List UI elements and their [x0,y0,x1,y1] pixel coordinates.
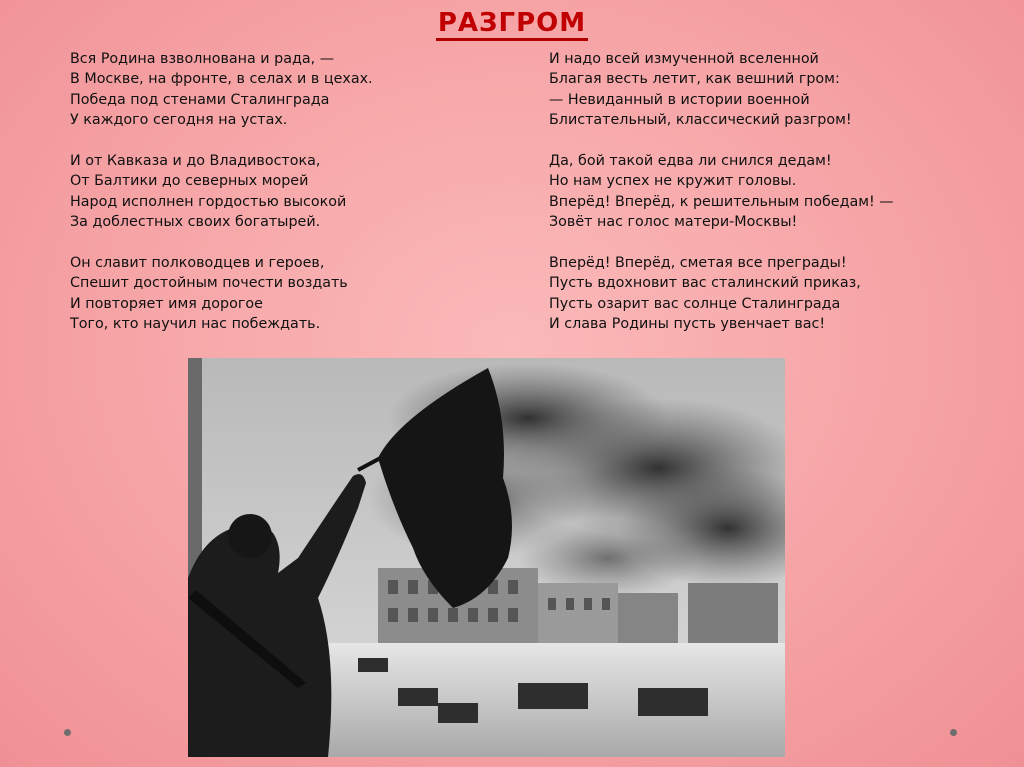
poem-line: Зовёт нас голос матери-Москвы! [549,214,798,231]
poem-line: — Невиданный в истории военной [549,91,810,108]
poem-line: Победа под стенами Сталинграда [70,91,330,108]
slide-title: РАЗГРОМ [0,8,1024,38]
stanza [549,253,999,335]
poem-line: Блистательный, классический разгром! [549,112,852,129]
poem-line: Спешит достойным почести воздать [70,275,348,292]
poem-line: И слава Родины пусть увенчает вас! [549,316,826,333]
poem-line: Вся Родина взволнована и рада, — [70,51,334,67]
poem-line: Вперёд! Вперёд, к решительным победам! — [549,193,894,210]
poem-line: Того, кто научил нас побеждать. [70,316,321,333]
poem-line: Вперёд! Вперёд, сметая все преграды! [549,255,847,272]
nav-dot-right [950,729,957,736]
poem-line: Пусть озарит вас солнце Сталинграда [549,295,841,312]
poem-line: И надо всей измученной вселенной [549,51,819,67]
poem-right-column [549,49,999,355]
poem-line: В Москве, на фронте, в селах и в цехах. [70,71,373,88]
stanza [70,49,520,131]
poem-line: Да, бой такой едва ли снился дедам! [549,153,832,170]
stanza [549,151,999,233]
poem-line: Народ исполнен гордостью высокой [70,193,347,210]
poem-line: От Балтики до северных морей [70,173,309,190]
poem-line: У каждого сегодня на устах. [70,112,288,129]
nav-dot-left [64,729,71,736]
poem-left-column [70,49,520,355]
stanza [70,253,520,335]
poem-line: Он славит полководцев и героев, [70,255,325,272]
stanza [549,49,999,131]
poem-line: Пусть вдохновит вас сталинский приказ, [549,275,861,292]
poem-line: И от Кавказа и до Владивостока, [70,153,321,170]
poem-line: За доблестных своих богатырей. [70,214,321,231]
historical-photo [188,358,785,757]
poem-line: Но нам успех не кружит головы. [549,173,797,190]
stanza [70,151,520,233]
poem-line: Благая весть летит, как вешний гром: [549,71,840,88]
poem-line: И повторяет имя дорогое [70,295,263,312]
